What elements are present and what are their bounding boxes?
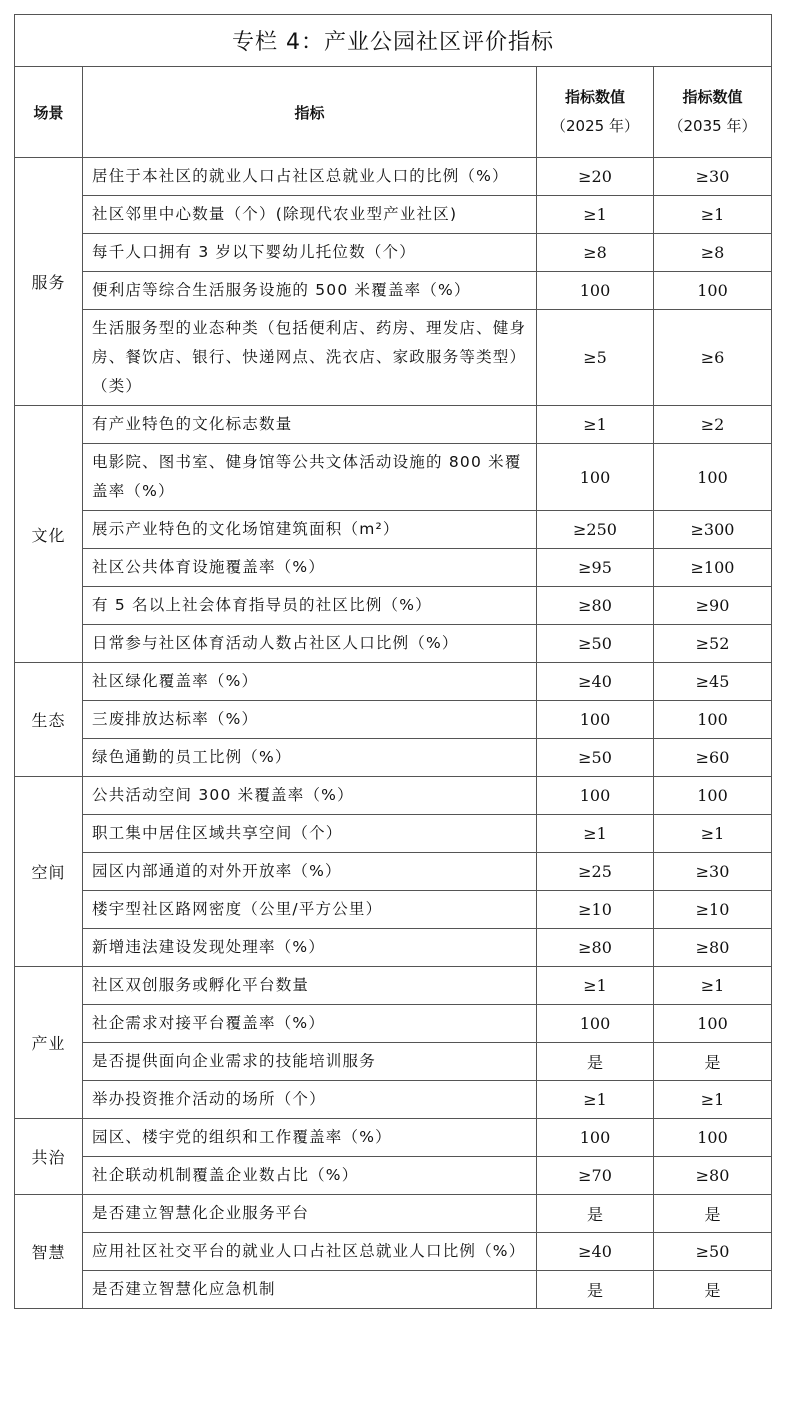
value-2025-cell: ≥1 <box>537 815 654 853</box>
table-row <box>15 815 772 853</box>
table-row <box>15 158 772 196</box>
value-2035-cell: ≥1 <box>654 967 772 1005</box>
value-2025-cell: 100 <box>537 777 654 815</box>
value-2035-cell: 100 <box>654 777 772 815</box>
table-row <box>15 444 772 511</box>
value-2025-cell: ≥50 <box>537 739 654 777</box>
value-2035-cell: ≥6 <box>654 310 772 406</box>
table-row <box>15 1195 772 1233</box>
table-row <box>15 272 772 310</box>
scene-cell: 生态 <box>15 663 83 777</box>
scene-cell: 空间 <box>15 777 83 967</box>
header-row <box>15 67 772 158</box>
scene-cell: 智慧 <box>15 1195 83 1309</box>
indicator-cell: 社区绿化覆盖率（%） <box>83 663 537 701</box>
value-2025-cell: ≥1 <box>537 406 654 444</box>
value-2035-cell: ≥50 <box>654 1233 772 1271</box>
value-2035-cell: 100 <box>654 272 772 310</box>
indicator-cell: 绿色通勤的员工比例（%） <box>83 739 537 777</box>
table-row <box>15 1157 772 1195</box>
value-2025-cell: ≥80 <box>537 929 654 967</box>
value-2025-cell: ≥1 <box>537 967 654 1005</box>
indicator-cell: 新增违法建设发现处理率（%） <box>83 929 537 967</box>
value-2025-cell: ≥250 <box>537 511 654 549</box>
value-2035-cell: 100 <box>654 444 772 511</box>
indicator-cell: 是否提供面向企业需求的技能培训服务 <box>83 1043 537 1081</box>
value-2035-cell: ≥60 <box>654 739 772 777</box>
indicator-cell: 社区双创服务或孵化平台数量 <box>83 967 537 1005</box>
table-row <box>15 1119 772 1157</box>
header-value-2035 <box>654 67 772 158</box>
indicator-cell: 园区、楼宇党的组织和工作覆盖率（%） <box>83 1119 537 1157</box>
indicator-cell: 是否建立智慧化应急机制 <box>83 1271 537 1309</box>
indicator-cell: 社企联动机制覆盖企业数占比（%） <box>83 1157 537 1195</box>
value-2025-cell: ≥80 <box>537 587 654 625</box>
indicator-cell: 展示产业特色的文化场馆建筑面积（m²） <box>83 511 537 549</box>
table-row <box>15 853 772 891</box>
value-2025-cell: ≥10 <box>537 891 654 929</box>
value-2035-cell: ≥90 <box>654 587 772 625</box>
value-2025-cell: 100 <box>537 1005 654 1043</box>
value-2025-cell: ≥1 <box>537 196 654 234</box>
value-2035-cell: 是 <box>654 1195 772 1233</box>
indicator-cell: 楼宇型社区路网密度（公里/平方公里） <box>83 891 537 929</box>
indicator-cell: 生活服务型的业态种类（包括便利店、药房、理发店、健身房、餐饮店、银行、快递网点、洗衣店、家政服务等类型）（类） <box>83 310 537 406</box>
indicator-cell: 社区公共体育设施覆盖率（%） <box>83 549 537 587</box>
value-2035-cell: ≥10 <box>654 891 772 929</box>
indicator-cell: 日常参与社区体育活动人数占社区人口比例（%） <box>83 625 537 663</box>
indicator-cell: 三废排放达标率（%） <box>83 701 537 739</box>
value-2025-cell: 是 <box>537 1195 654 1233</box>
value-2025-cell: ≥20 <box>537 158 654 196</box>
value-2035-cell: 是 <box>654 1043 772 1081</box>
table-body <box>15 158 772 1309</box>
value-2035-cell: 100 <box>654 1119 772 1157</box>
table-row <box>15 1233 772 1271</box>
value-2035-cell: ≥1 <box>654 815 772 853</box>
indicator-cell: 有产业特色的文化标志数量 <box>83 406 537 444</box>
indicator-cell: 电影院、图书室、健身馆等公共文体活动设施的 800 米覆盖率（%） <box>83 444 537 511</box>
table-row <box>15 196 772 234</box>
value-2025-cell: 100 <box>537 272 654 310</box>
indicator-cell: 举办投资推介活动的场所（个） <box>83 1081 537 1119</box>
table-title: 专栏 4：产业公园社区评价指标 <box>15 15 772 67</box>
value-2025-cell: ≥70 <box>537 1157 654 1195</box>
value-2025-cell: 100 <box>537 701 654 739</box>
header-value-2025-year: （2025 年） <box>551 117 639 135</box>
value-2035-cell: ≥1 <box>654 196 772 234</box>
table-row <box>15 891 772 929</box>
indicator-cell: 便利店等综合生活服务设施的 500 米覆盖率（%） <box>83 272 537 310</box>
header-value-2035-label: 指标数值 <box>682 88 743 106</box>
value-2035-cell: ≥1 <box>654 1081 772 1119</box>
table-row <box>15 967 772 1005</box>
table-row <box>15 1005 772 1043</box>
indicator-table <box>14 14 772 1309</box>
indicator-table-container <box>14 14 771 1309</box>
value-2035-cell: 100 <box>654 1005 772 1043</box>
value-2025-cell: ≥5 <box>537 310 654 406</box>
indicator-cell: 园区内部通道的对外开放率（%） <box>83 853 537 891</box>
value-2035-cell: ≥52 <box>654 625 772 663</box>
table-row <box>15 310 772 406</box>
value-2025-cell: ≥25 <box>537 853 654 891</box>
scene-cell: 文化 <box>15 406 83 663</box>
indicator-cell: 居住于本社区的就业人口占社区总就业人口的比例（%） <box>83 158 537 196</box>
value-2025-cell: ≥40 <box>537 1233 654 1271</box>
value-2035-cell: 100 <box>654 701 772 739</box>
value-2025-cell: ≥1 <box>537 1081 654 1119</box>
scene-cell: 服务 <box>15 158 83 406</box>
table-row <box>15 625 772 663</box>
value-2035-cell: ≥100 <box>654 549 772 587</box>
value-2035-cell: 是 <box>654 1271 772 1309</box>
table-row <box>15 739 772 777</box>
table-row <box>15 549 772 587</box>
table-row <box>15 587 772 625</box>
value-2035-cell: ≥80 <box>654 1157 772 1195</box>
value-2025-cell: 是 <box>537 1271 654 1309</box>
value-2035-cell: ≥45 <box>654 663 772 701</box>
value-2035-cell: ≥2 <box>654 406 772 444</box>
table-row <box>15 511 772 549</box>
value-2025-cell: ≥95 <box>537 549 654 587</box>
table-row <box>15 1271 772 1309</box>
value-2035-cell: ≥8 <box>654 234 772 272</box>
table-row <box>15 1081 772 1119</box>
value-2035-cell: ≥300 <box>654 511 772 549</box>
indicator-cell: 每千人口拥有 3 岁以下婴幼儿托位数（个） <box>83 234 537 272</box>
value-2025-cell: 是 <box>537 1043 654 1081</box>
value-2025-cell: ≥50 <box>537 625 654 663</box>
table-row <box>15 777 772 815</box>
indicator-cell: 职工集中居住区域共享空间（个） <box>83 815 537 853</box>
indicator-cell: 社区邻里中心数量（个）(除现代农业型产业社区) <box>83 196 537 234</box>
indicator-cell: 应用社区社交平台的就业人口占社区总就业人口比例（%） <box>83 1233 537 1271</box>
value-2035-cell: ≥80 <box>654 929 772 967</box>
value-2025-cell: 100 <box>537 1119 654 1157</box>
table-row <box>15 701 772 739</box>
table-row <box>15 663 772 701</box>
indicator-cell: 社企需求对接平台覆盖率（%） <box>83 1005 537 1043</box>
table-row <box>15 1043 772 1081</box>
scene-cell: 产业 <box>15 967 83 1119</box>
value-2025-cell: ≥40 <box>537 663 654 701</box>
header-indicator: 指标 <box>83 67 537 158</box>
scene-cell: 共治 <box>15 1119 83 1195</box>
value-2025-cell: ≥8 <box>537 234 654 272</box>
header-scene: 场景 <box>15 67 83 158</box>
table-row <box>15 929 772 967</box>
table-row <box>15 234 772 272</box>
header-value-2035-year: （2035 年） <box>668 117 757 135</box>
value-2025-cell: 100 <box>537 444 654 511</box>
header-value-2025-label: 指标数值 <box>564 88 625 106</box>
indicator-cell: 有 5 名以上社会体育指导员的社区比例（%） <box>83 587 537 625</box>
value-2035-cell: ≥30 <box>654 853 772 891</box>
header-value-2025 <box>537 67 654 158</box>
indicator-cell: 是否建立智慧化企业服务平台 <box>83 1195 537 1233</box>
value-2035-cell: ≥30 <box>654 158 772 196</box>
indicator-cell: 公共活动空间 300 米覆盖率（%） <box>83 777 537 815</box>
table-row <box>15 406 772 444</box>
